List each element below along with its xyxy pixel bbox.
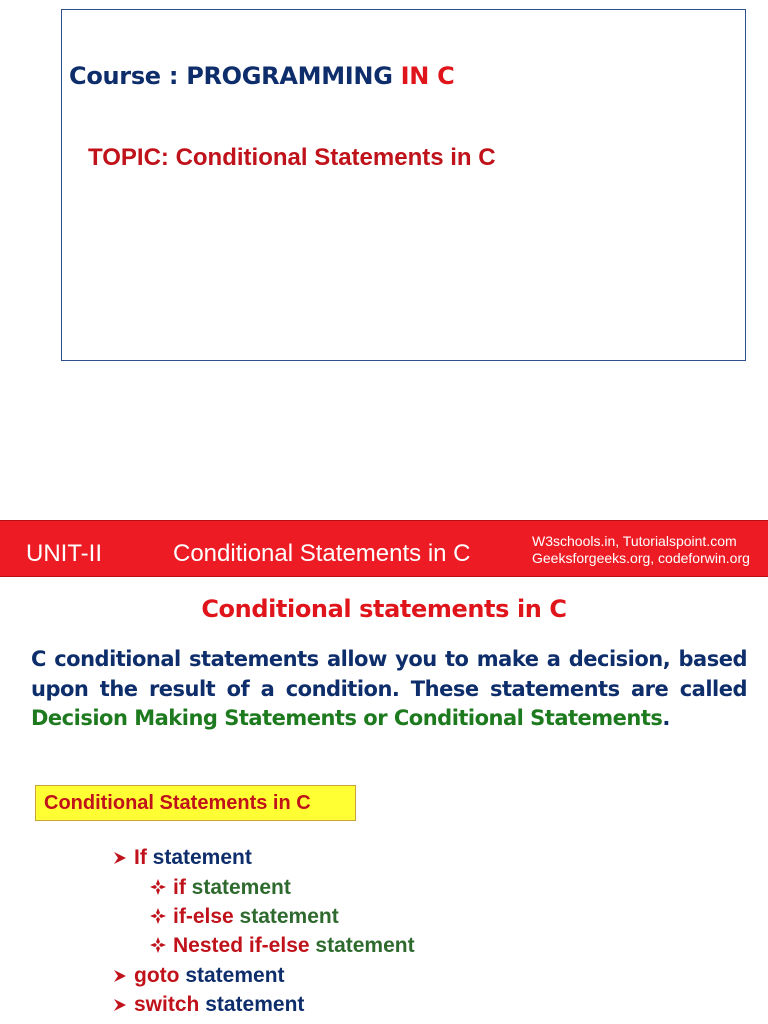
statement-keyword: If [134, 846, 147, 869]
statement-keyword: Nested if-else [173, 934, 310, 957]
list-item [149, 905, 339, 929]
diamond-bullet-icon [149, 876, 167, 900]
topic-title: TOPIC: Conditional Statements in C [88, 144, 496, 171]
reference-line: Geeksforgeeks.org, codeforwin.org [532, 550, 750, 566]
list-item [149, 934, 415, 958]
statement-keyword: switch [134, 993, 200, 1016]
list-item [149, 876, 291, 900]
paragraph-highlight: Decision Making Statements or Conditional Statements [31, 706, 663, 730]
paragraph-end: . [662, 706, 670, 730]
list-item [112, 964, 285, 988]
statement-suffix: statement [309, 934, 415, 957]
list-item [112, 993, 304, 1017]
slide-title-card [61, 9, 746, 361]
paragraph-text: C conditional statements allow you to make a decision, based upon the result of a condition. These statements are called [31, 647, 747, 701]
section-label-box: Conditional Statements in C [35, 785, 356, 821]
slide-header-bar [0, 520, 768, 577]
slide-title: Conditional statements in C [201, 595, 567, 623]
course-title [69, 62, 454, 90]
statement-keyword: if [173, 876, 186, 899]
statement-suffix: statement [233, 905, 339, 928]
reference-line: W3schools.in, Tutorialspoint.com [532, 533, 737, 549]
statement-suffix: statement [146, 846, 252, 869]
statement-keyword: goto [134, 964, 180, 987]
unit-label: UNIT-II [26, 540, 102, 567]
arrow-bullet-icon [112, 846, 128, 870]
arrow-bullet-icon [112, 993, 128, 1017]
intro-paragraph [31, 645, 747, 734]
course-suffix: IN C [400, 62, 455, 90]
statement-keyword: if-else [173, 905, 234, 928]
arrow-bullet-icon [112, 964, 128, 988]
statement-suffix: statement [179, 964, 285, 987]
course-prefix: Course : PROGRAMMING [69, 62, 393, 90]
statement-suffix: statement [185, 876, 291, 899]
header-references [532, 533, 750, 567]
list-item [112, 846, 252, 870]
diamond-bullet-icon [149, 905, 167, 929]
diamond-bullet-icon [149, 934, 167, 958]
statement-suffix: statement [199, 993, 305, 1016]
header-title: Conditional Statements in C [173, 540, 471, 567]
